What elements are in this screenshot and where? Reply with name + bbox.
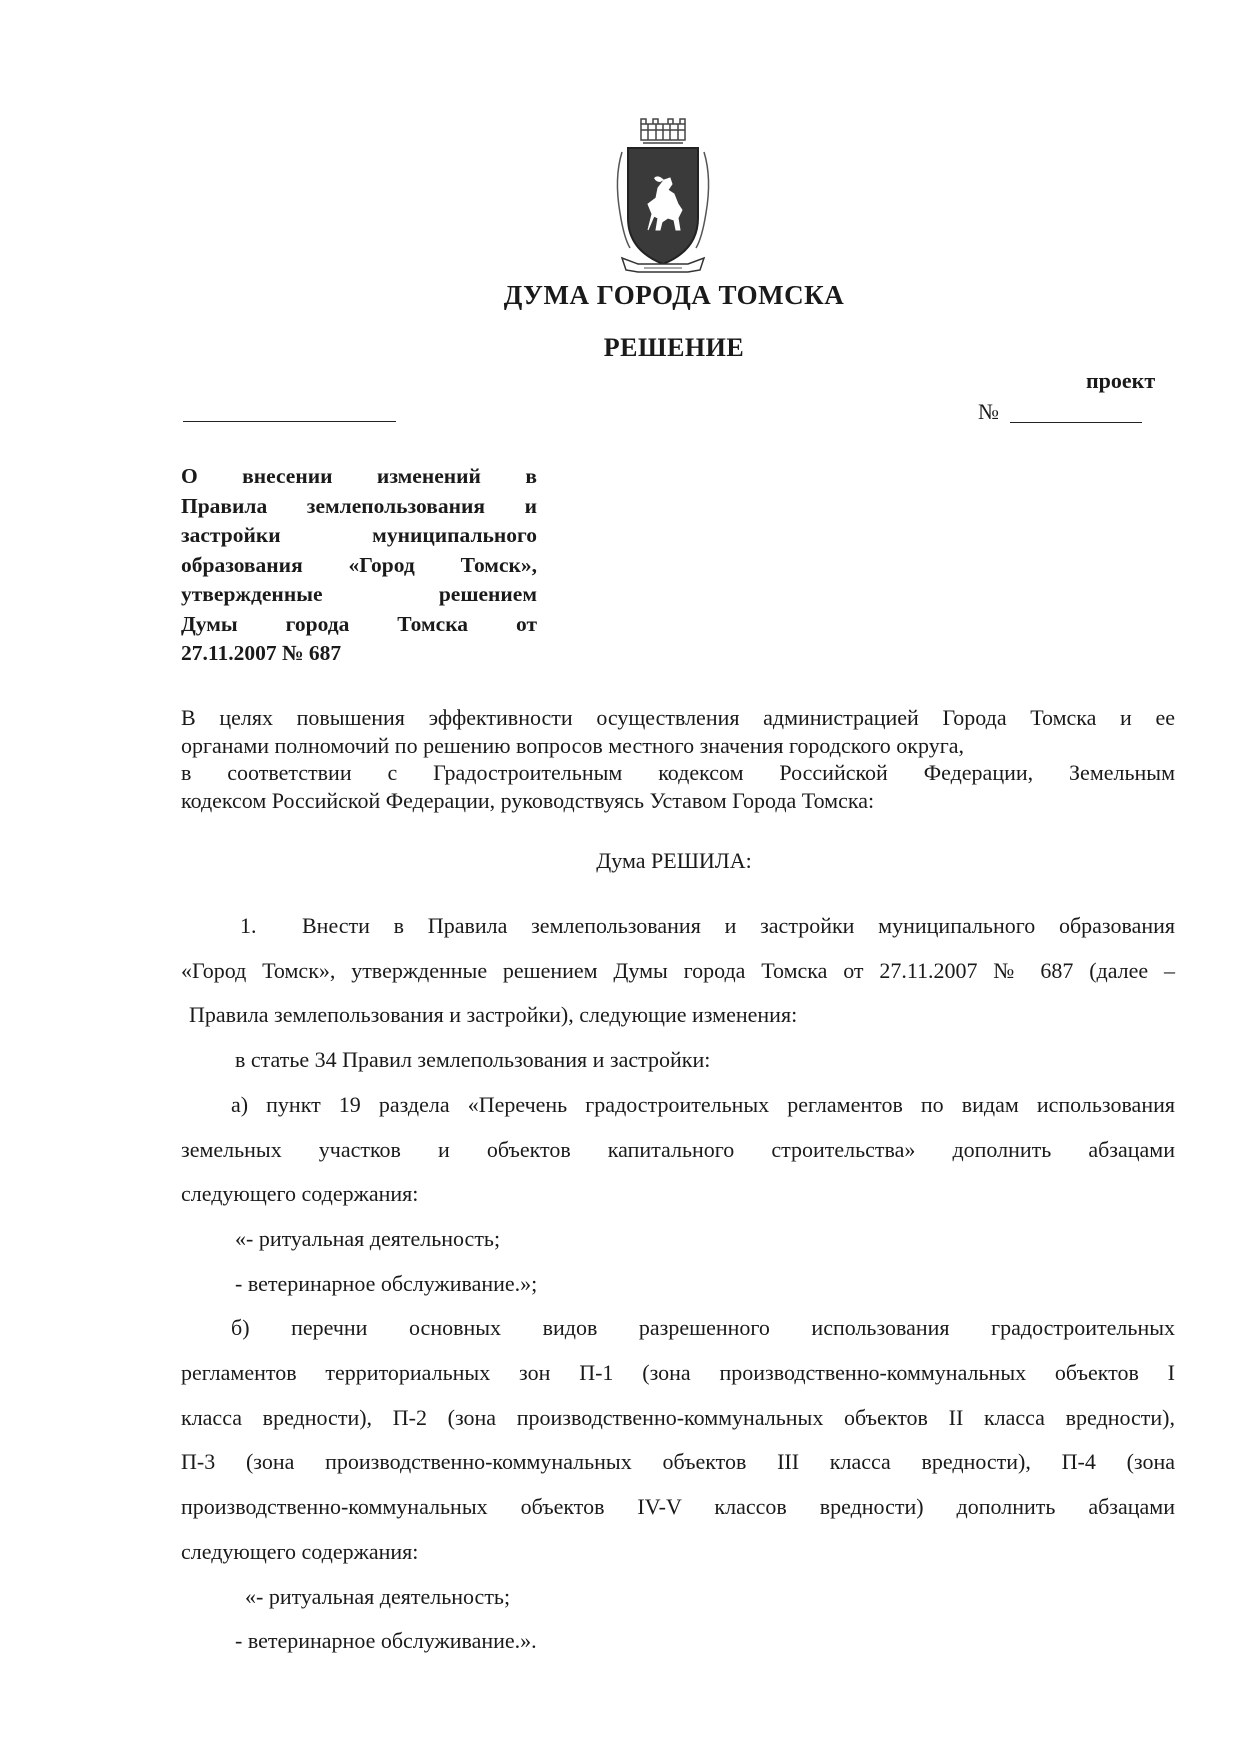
- subitem-b-line: б) перечни основных видов разрешенного использования градостроительных: [231, 1315, 1175, 1341]
- list-item: «- ритуальная деятельность;: [235, 1225, 501, 1251]
- document-type: РЕШЕНИЕ: [603, 333, 745, 362]
- preamble-line: в соответствии с Градостроительным кодексом Российской Федерации, Земельным: [181, 760, 1175, 785]
- subject-line: Думы города Томска от: [181, 611, 537, 636]
- subitem-a-line: а) пункт 19 раздела «Перечень градостроительных регламентов по видам использования: [231, 1091, 1175, 1117]
- subitem-a-line: следующего содержания:: [181, 1181, 419, 1207]
- subitem-b-line: следующего содержания:: [181, 1538, 419, 1564]
- preamble-line: кодексом Российской Федерации, руководствуясь Уставом Города Томска:: [181, 787, 875, 813]
- number-label: №: [978, 399, 999, 424]
- subject-line: О внесении изменений в: [181, 464, 537, 488]
- list-item: - ветеринарное обслуживание.»;: [235, 1270, 538, 1296]
- subitem-b-line: класса вредности), П-2 (зона производственно-коммунальных объектов II класса вредности),: [181, 1404, 1175, 1430]
- subject-line: Правила землепользования и: [181, 493, 537, 518]
- article-intro: в статье 34 Правил землепользования и застройки:: [235, 1047, 711, 1073]
- preamble-line: В целях повышения эффективности осуществления администрацией Города Томска и ее: [181, 705, 1175, 730]
- item-number: 1.: [240, 913, 257, 938]
- subitem-a-line: земельных участков и объектов капитального строительства» дополнить абзацами: [181, 1136, 1175, 1162]
- tomsk-coat-of-arms-icon: [608, 118, 718, 283]
- date-blank-line: [183, 421, 396, 422]
- item-1-line: «Город Томск», утвержденные решением Думы города Томска от 27.11.2007 № 687 (далее –: [181, 957, 1175, 983]
- subitem-b-line: производственно-коммунальных объектов IV-V классов вредности) дополнить абзацами: [181, 1494, 1175, 1520]
- subject-line: утвержденные решением: [181, 582, 537, 606]
- subject-line: 27.11.2007 № 687: [181, 641, 342, 665]
- list-item: - ветеринарное обслуживание.».: [235, 1628, 537, 1654]
- subject-line: образования «Город Томск»,: [181, 552, 537, 577]
- decision-subject: [181, 462, 537, 669]
- subitem-b-line: П-3 (зона производственно-коммунальных объектов III класса вредности), П-4 (зона: [181, 1449, 1175, 1475]
- item-1-line: [181, 904, 1175, 949]
- decision-body: [181, 904, 1175, 1664]
- list-item: «- ритуальная деятельность;: [245, 1583, 511, 1609]
- decided-heading: Дума РЕШИЛА:: [596, 848, 752, 873]
- preamble-line: органами полномочий по решению вопросов местного значения городского округа,: [181, 732, 964, 758]
- organization-title: ДУМА ГОРОДА ТОМСКА: [503, 280, 845, 310]
- subject-line: застройки муниципального: [181, 523, 537, 547]
- item-1-text: Внести в Правила землепользования и застройки муниципального образования: [302, 913, 1175, 938]
- subitem-b-line: регламентов территориальных зон П-1 (зона производственно-коммунальных объектов I: [181, 1360, 1175, 1386]
- item-1-line: Правила землепользования и застройки), следующие изменения:: [189, 1002, 798, 1028]
- draft-mark: проект: [1086, 368, 1156, 393]
- preamble: [181, 704, 1175, 814]
- number-blank-line: [1010, 422, 1142, 423]
